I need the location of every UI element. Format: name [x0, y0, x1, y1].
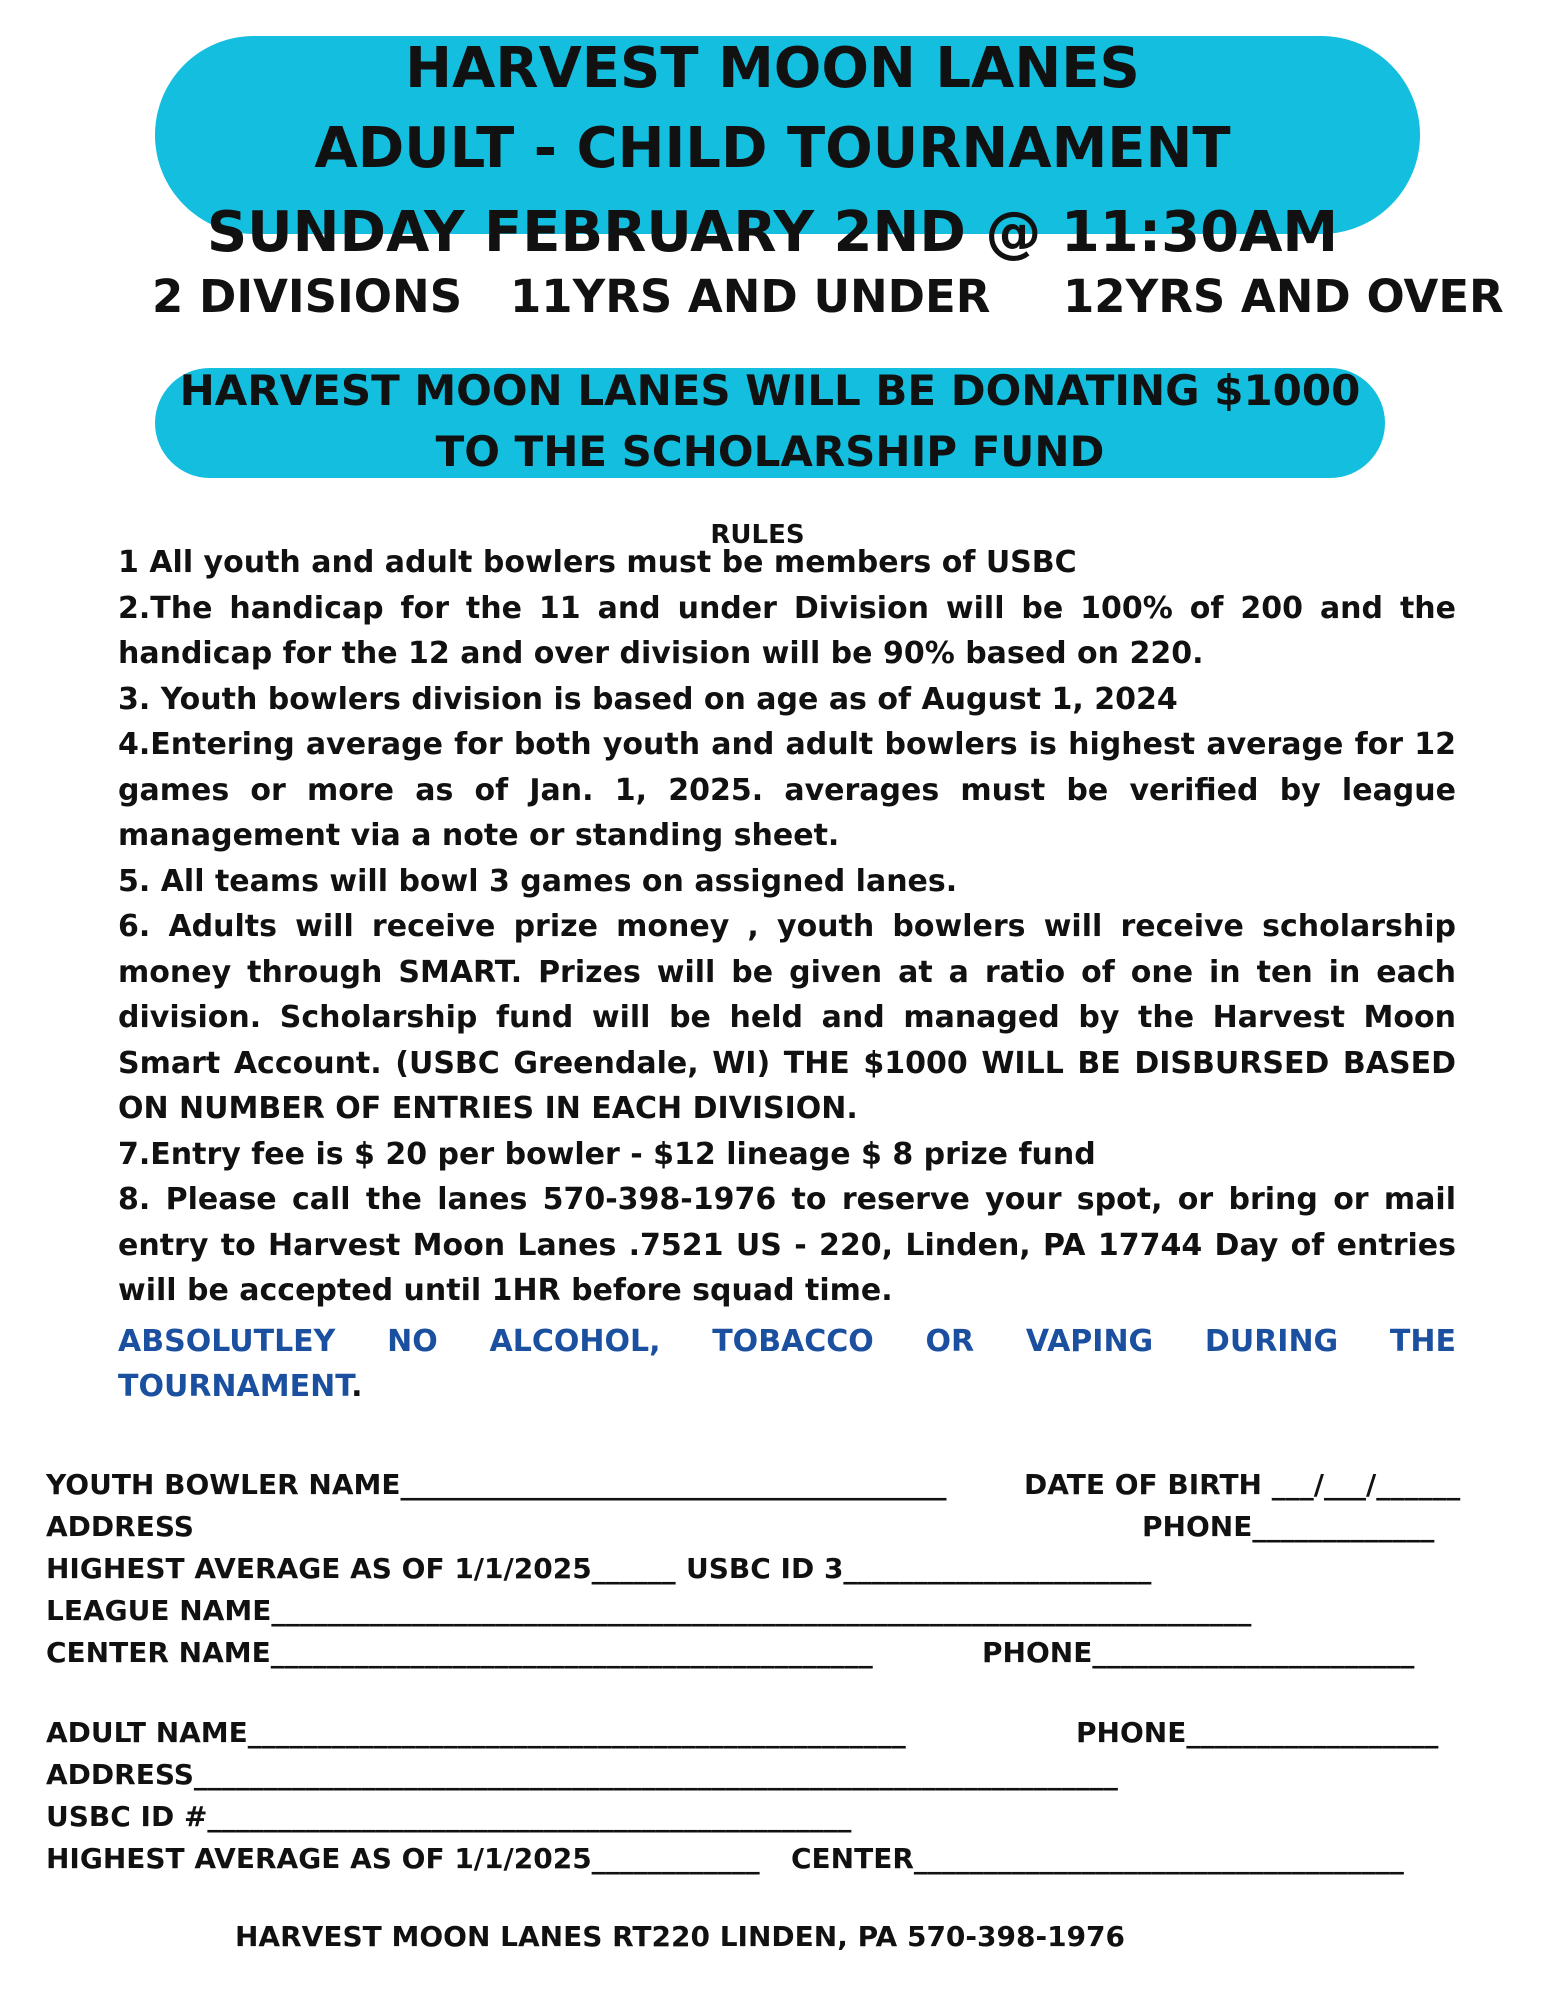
- youth-league-field[interactable]: LEAGUE NAME______________________________________________________________________: [46, 1594, 1252, 1627]
- divisions-count: 2 DIVISIONS: [152, 270, 463, 323]
- warning-line2-wrap: [118, 1364, 1456, 1410]
- youth-phone-field[interactable]: PHONE_____________: [1142, 1510, 1435, 1543]
- youth-address-field[interactable]: ADDRESS: [46, 1510, 194, 1543]
- rule-item: 4.Entering average for both youth and adult bowlers is highest average for 12 games or more as of Jan. 1, 2025. averages must be verified by league management via a note or standing sheet.: [118, 727, 1456, 853]
- adult-average-field[interactable]: HIGHEST AVERAGE AS OF 1/1/2025____________: [46, 1842, 760, 1875]
- donation-line2: TO THE SCHOLARSHIP FUND: [435, 427, 1105, 476]
- adult-address-field[interactable]: ADDRESS__________________________________________________________________: [46, 1758, 1118, 1791]
- adult-usbc-field[interactable]: USBC ID #______________________________________________: [46, 1800, 852, 1833]
- warning-line2: TOURNAMENT: [118, 1369, 352, 1404]
- rule-item: 7.Entry fee is $ 20 per bowler - $12 lineage $ 8 prize fund: [118, 1136, 1096, 1172]
- title-event: ADULT - CHILD TOURNAMENT: [314, 116, 1231, 181]
- rule-item: 8. Please call the lanes 570-398-1976 to reserve your spot, or bring or mail entry to Harvest Moon Lanes .7521 US - 220, Linden, PA 17744 Day of entries will be accepted until 1HR before squad time.: [118, 1182, 1456, 1308]
- youth-center-field[interactable]: CENTER NAME___________________________________________: [46, 1636, 873, 1669]
- warning-period: .: [351, 1369, 363, 1404]
- rule-item: 5. All teams will bowl 3 games on assigned lanes.: [118, 863, 958, 899]
- adult-name-field[interactable]: ADULT NAME_______________________________________________: [46, 1716, 906, 1749]
- rule-item: 6. Adults will receive prize money , youth bowlers will receive scholarship money through SMART. Prizes will be given at a ratio of one in ten in each division. Scholarship fund will be held and managed by the Harvest Moon Smart Account. (USBC Greendale, WI) THE $1000 WILL BE DISBURSED BASED ON NUMBER OF ENTRIES IN EACH DIVISION.: [118, 909, 1456, 1126]
- youth-center-phone-field[interactable]: PHONE_______________________: [982, 1636, 1415, 1669]
- rules-list: [118, 540, 1456, 1410]
- division-senior: 12YRS AND OVER: [1063, 270, 1504, 323]
- title-venue: HARVEST MOON LANES: [405, 36, 1140, 101]
- adult-center-field[interactable]: CENTER___________________________________: [791, 1842, 1404, 1875]
- title-datetime: SUNDAY FEBRUARY 2ND @ 11:30AM: [206, 200, 1339, 265]
- warning-line1: ABSOLUTLEY NO ALCOHOL, TOBACCO OR VAPING DURING THE: [118, 1323, 1456, 1359]
- rule-item: 2.The handicap for the 11 and under Division will be 100% of 200 and the handicap for the 12 and over division will be 90% based on 220.: [118, 590, 1456, 671]
- youth-dob-field[interactable]: DATE OF BIRTH ___/___/______: [1024, 1468, 1461, 1501]
- footer-contact: HARVEST MOON LANES RT220 LINDEN, PA 570-398-1976: [235, 1920, 1126, 1953]
- youth-usbc-field[interactable]: USBC ID 3______________________: [686, 1552, 1152, 1585]
- rules-heading: RULES: [710, 520, 805, 550]
- division-junior: 11YRS AND UNDER: [510, 270, 991, 323]
- donation-line1: HARVEST MOON LANES WILL BE DONATING $1000: [179, 366, 1361, 415]
- youth-average-field[interactable]: HIGHEST AVERAGE AS OF 1/1/2025______: [46, 1552, 676, 1585]
- youth-name-field[interactable]: YOUTH BOWLER NAME_______________________________________: [46, 1468, 947, 1501]
- rule-item: 3. Youth bowlers division is based on age as of August 1, 2024: [118, 681, 1178, 717]
- rule-item: 1 All youth and adult bowlers must be members of USBC: [118, 545, 1077, 580]
- adult-phone-field[interactable]: PHONE__________________: [1076, 1716, 1439, 1749]
